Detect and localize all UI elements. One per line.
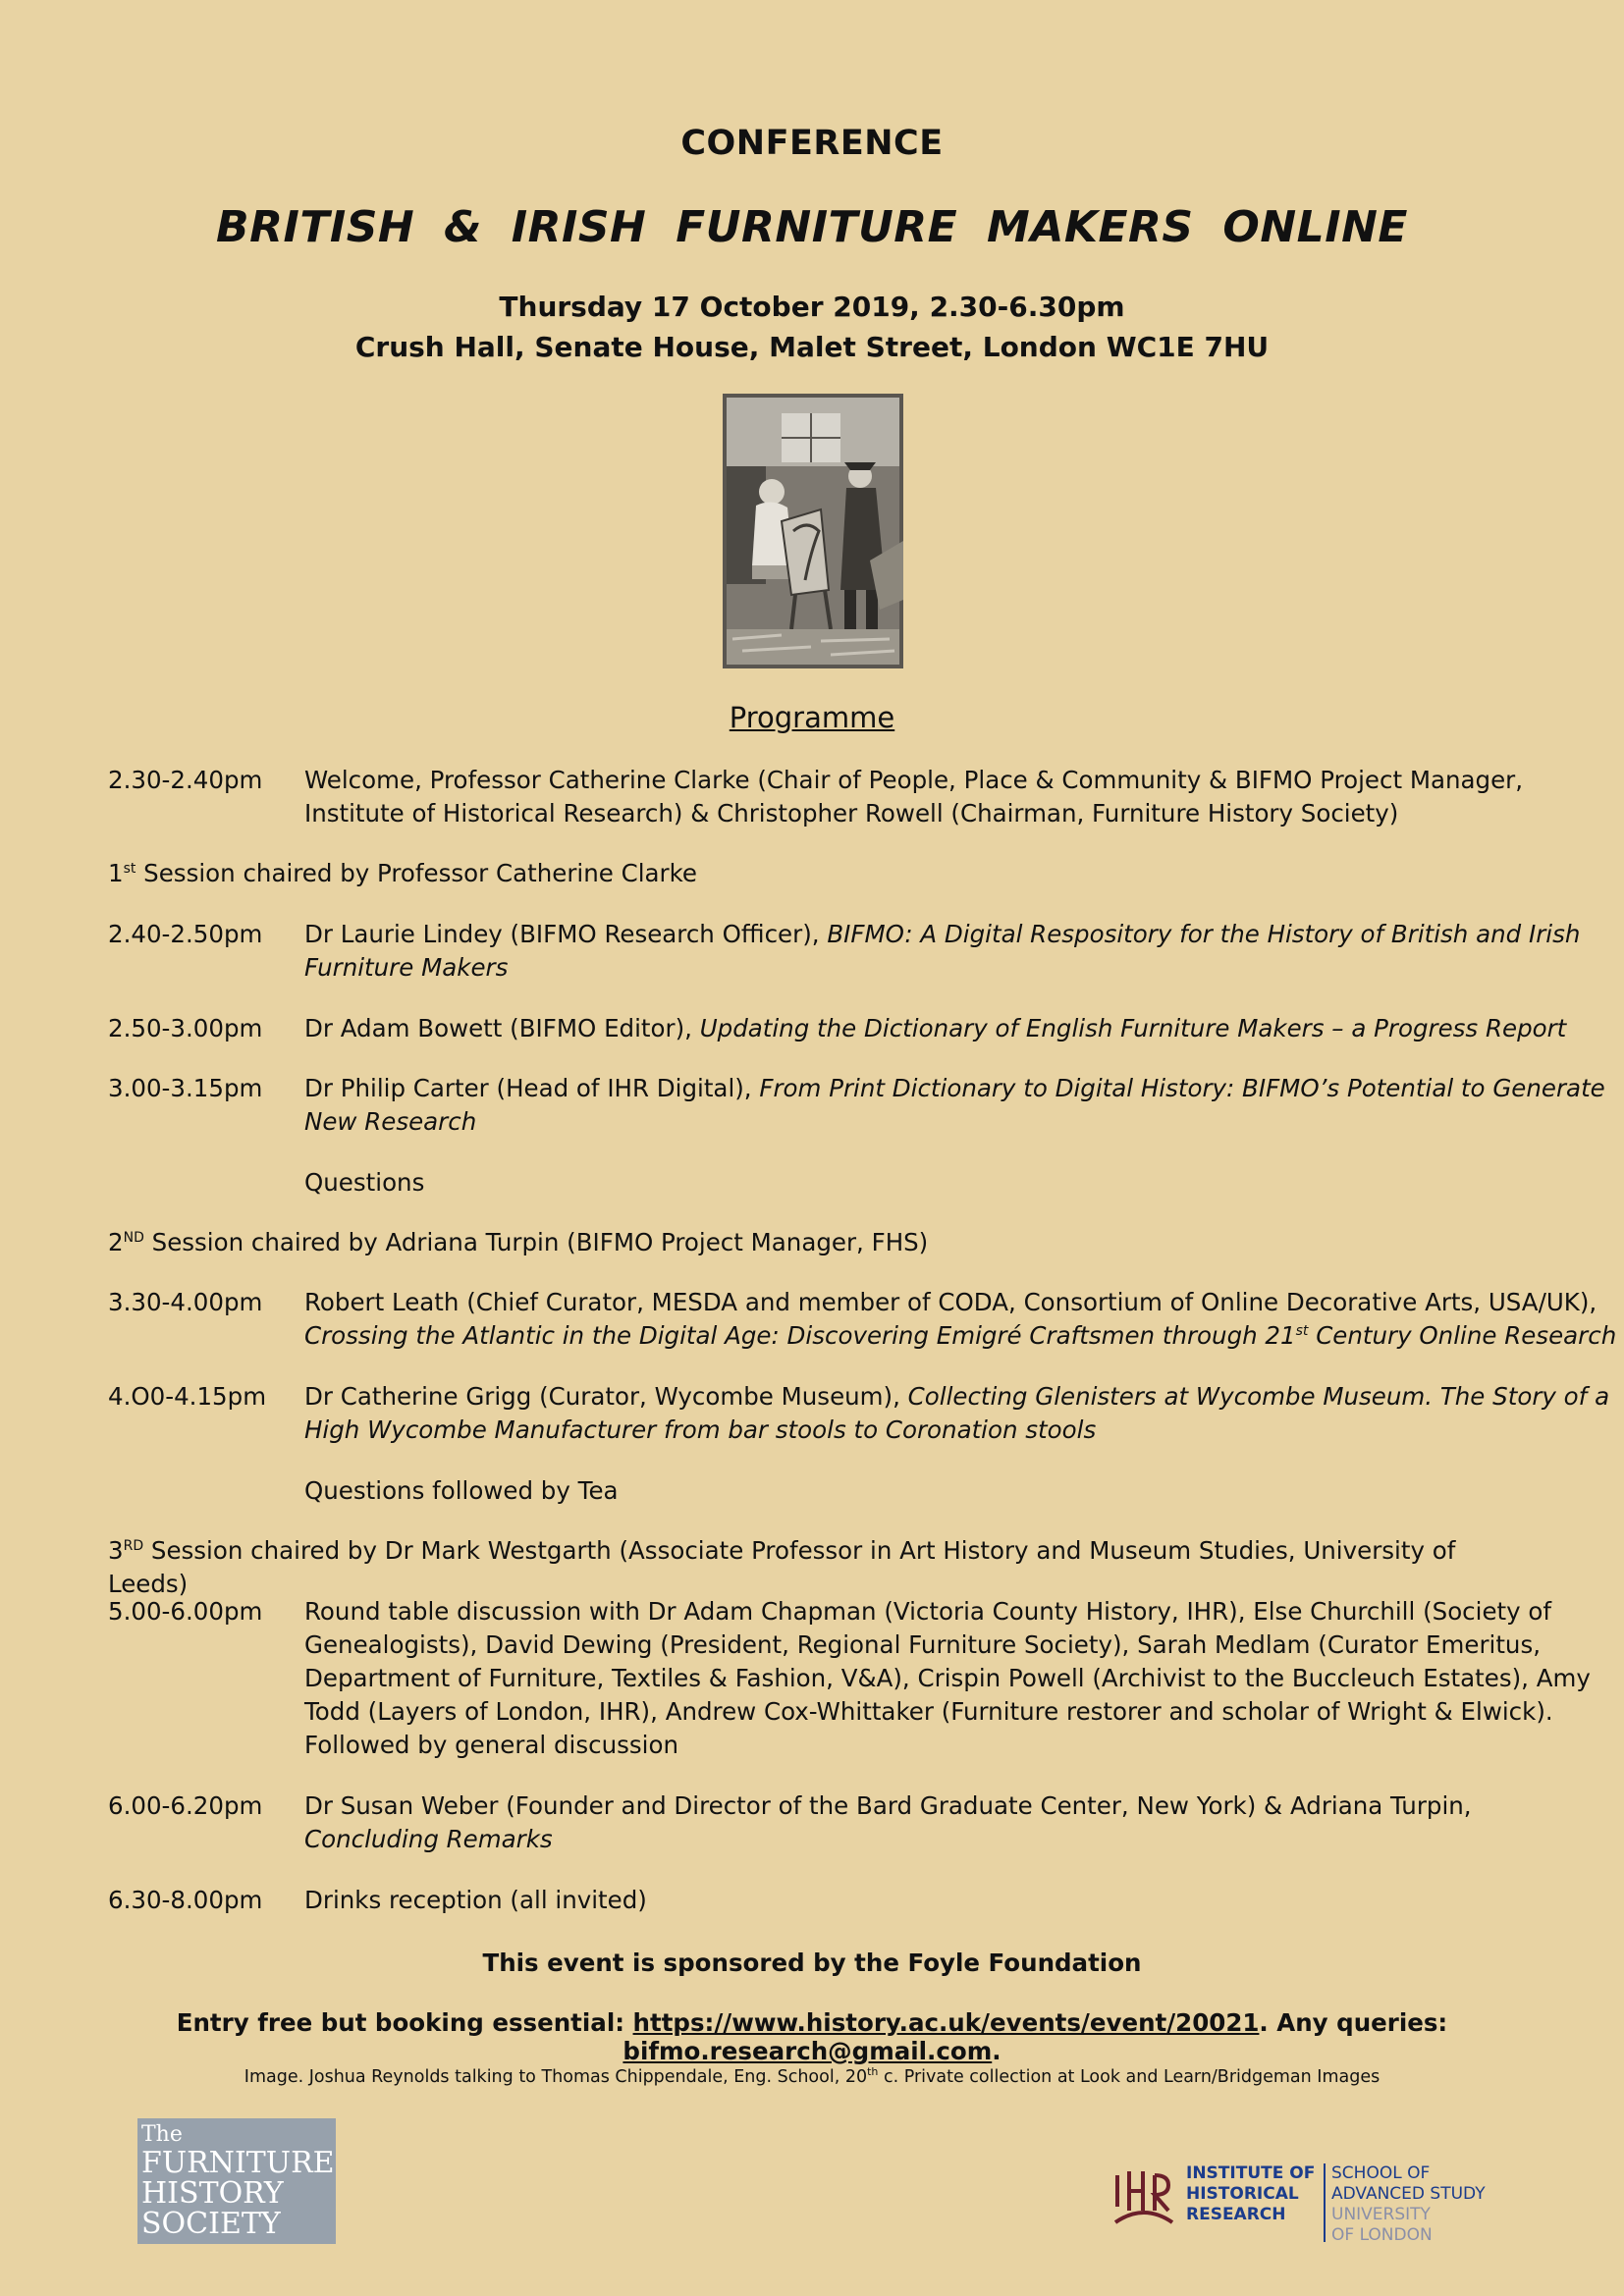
session-1-header (108, 857, 1522, 890)
logo-divider (1324, 2163, 1326, 2242)
chippendale-engraving-image (723, 394, 903, 668)
talk-title-ordinal: st (1295, 1322, 1309, 1339)
credit-text: c. Private collection at Look and Learn/Bridgeman Images (878, 2067, 1380, 2087)
session-2-header (108, 1226, 1522, 1259)
session-chair: Session chaired by Adriana Turpin (BIFMO Project Manager, FHS) (143, 1228, 929, 1256)
item-description (304, 1595, 1624, 1762)
event-date: Thursday 17 October 2019, 2.30-6.30pm (499, 291, 1125, 323)
item-time: 5.00-6.00pm (108, 1597, 263, 1626)
sponsor-note: This event is sponsored by the Foyle Foundation (482, 1949, 1142, 1977)
item-description: Drinks reception (all invited) (304, 1886, 647, 1914)
session-ordinal: ND (123, 1229, 144, 1246)
booking-info (0, 2008, 1624, 2065)
talk-title: Collecting Glenisters at Wycombe Museum. The Story of a (907, 1382, 1610, 1411)
logo-text: The (141, 2122, 183, 2147)
description-line: Institute of Historical Research) & Christopher Rowell (Chairman, Furniture History Society) (304, 799, 1399, 828)
item-description (304, 1286, 1624, 1353)
uol-name-line: OF LONDON (1331, 2225, 1433, 2245)
credit-ordinal: th (867, 2065, 879, 2079)
queries-label: . Any queries: (1259, 2008, 1448, 2037)
item-time: 3.30-4.00pm (108, 1288, 263, 1316)
item-description (304, 1072, 1624, 1139)
item-time: 2.30-2.40pm (108, 766, 263, 794)
conference-title: BRITISH & IRISH FURNITURE MAKERS ONLINE (216, 202, 1408, 252)
speaker: Dr Laurie Lindey (BIFMO Research Officer), (304, 920, 828, 948)
speaker: Dr Catherine Grigg (Curator, Wycombe Museum), (304, 1382, 908, 1411)
talk-title: High Wycombe Manufacturer from bar stools to Coronation stools (304, 1415, 1097, 1444)
event-type-heading: CONFERENCE (680, 124, 944, 163)
session-3-header (108, 1534, 1522, 1601)
talk-title: Crossing the Atlantic in the Digital Age: Discovering Emigré Craftsmen through 21 (304, 1321, 1296, 1350)
description-line: Round table discussion with Dr Adam Chapman (Victoria County History, IHR), Else Churchill (Society of (304, 1597, 1552, 1626)
furniture-history-society-logo (137, 2118, 336, 2244)
image-credit (0, 2067, 1624, 2087)
talk-title: New Research (304, 1107, 477, 1136)
item-description: Questions (304, 1168, 425, 1197)
item-time: 6.00-6.20pm (108, 1791, 263, 1820)
item-description (304, 764, 1624, 830)
email-link[interactable]: bifmo.research@gmail.com (623, 2037, 993, 2065)
description-line: Genealogists), David Dewing (President, Regional Furniture Society), Sarah Medlam (Curator Emeritus, (304, 1630, 1542, 1659)
ihr-name-line: HISTORICAL (1186, 2184, 1299, 2204)
session-number: 1 (108, 859, 124, 887)
session-number: 2 (108, 1228, 124, 1256)
session-chair: Session chaired by Professor Catherine Clarke (135, 859, 697, 887)
credit-text: Image. Joshua Reynolds talking to Thomas Chippendale, Eng. School, 20 (244, 2067, 868, 2087)
speaker: Dr Adam Bowett (BIFMO Editor), (304, 1014, 700, 1042)
session-number: 3 (108, 1536, 124, 1565)
session-chair: Session chaired by Dr Mark Westgarth (Associate Professor in Art History and Museum Studies, University of Leeds) (108, 1536, 1456, 1598)
logo-text: HISTORY (141, 2176, 284, 2211)
logo-text: FURNITURE (141, 2146, 335, 2180)
booking-end: . (992, 2037, 1001, 2065)
item-time: 2.50-3.00pm (108, 1014, 263, 1042)
talk-title: BIFMO: A Digital Respository for the History of British and Irish (827, 920, 1581, 948)
description-line: Todd (Layers of London, IHR), Andrew Cox-Whittaker (Furniture restorer and scholar of Wright & Elwick). (304, 1697, 1553, 1726)
ihr-name-line: INSTITUTE OF (1186, 2163, 1316, 2183)
item-description (304, 1380, 1624, 1447)
session-ordinal: st (123, 860, 136, 877)
programme-heading: Programme (729, 701, 895, 734)
sas-name-line: SCHOOL OF (1331, 2163, 1431, 2183)
booking-link[interactable]: https://www.history.ac.uk/events/event/20021 (632, 2008, 1260, 2037)
talk-title: Concluding Remarks (304, 1825, 553, 1853)
item-time: 6.30-8.00pm (108, 1886, 263, 1914)
uol-name-line: UNIVERSITY (1331, 2205, 1431, 2224)
item-description: Questions followed by Tea (304, 1476, 619, 1505)
item-time: 4.O0-4.15pm (108, 1382, 267, 1411)
ihr-emblem-icon (1111, 2163, 1176, 2236)
item-time: 2.40-2.50pm (108, 920, 263, 948)
talk-title: From Print Dictionary to Digital History: BIFMO’s Potential to Generate (759, 1074, 1605, 1102)
logo-text: SOCIETY (141, 2207, 281, 2241)
speaker: Dr Philip Carter (Head of IHR Digital), (304, 1074, 760, 1102)
description-line: Welcome, Professor Catherine Clarke (Chair of People, Place & Community & BIFMO Project Manager, (304, 766, 1524, 794)
speaker: Robert Leath (Chief Curator, MESDA and member of CODA, Consortium of Online Decorative Arts, USA/UK), (304, 1288, 1597, 1316)
sas-name-line: ADVANCED STUDY (1331, 2184, 1486, 2204)
session-ordinal: RD (123, 1537, 144, 1554)
speaker: Dr Susan Weber (Founder and Director of the Bard Graduate Center, New York) & Adriana Turpin, (304, 1791, 1472, 1820)
booking-label: Entry free but booking essential: (176, 2008, 633, 2037)
description-line: Department of Furniture, Textiles & Fashion, V&A), Crispin Powell (Archivist to the Buccleuch Estates), Amy (304, 1664, 1591, 1692)
item-description (304, 918, 1624, 985)
item-description (304, 1789, 1624, 1856)
talk-title: Updating the Dictionary of English Furniture Makers – a Progress Report (699, 1014, 1567, 1042)
description-line: Followed by general discussion (304, 1731, 678, 1759)
item-description (304, 1012, 1624, 1045)
item-time: 3.00-3.15pm (108, 1074, 263, 1102)
event-venue: Crush Hall, Senate House, Malet Street, London WC1E 7HU (354, 331, 1270, 363)
ihr-sas-logo (1110, 2156, 1502, 2250)
talk-title: Century Online Research (1308, 1321, 1617, 1350)
ihr-name-line: RESEARCH (1186, 2205, 1286, 2224)
talk-title: Furniture Makers (304, 953, 509, 982)
